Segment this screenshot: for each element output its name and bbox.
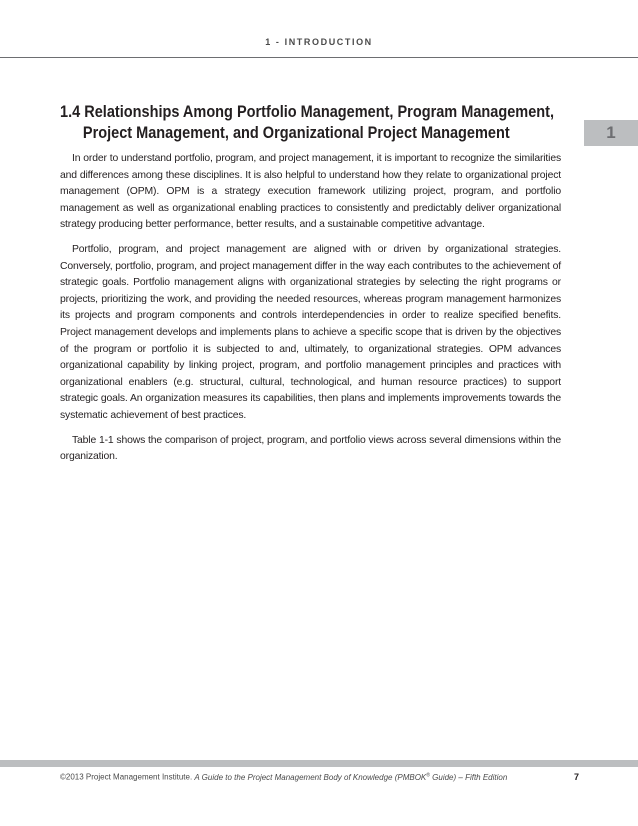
body-text [60, 151, 561, 474]
footer-book-title-pre: A Guide to the Project Management Body of Knowledge (PMBOK [194, 773, 427, 782]
footer-citation [60, 772, 507, 782]
section-heading-line2: Project Management, and Organizational Project Management [82, 124, 510, 142]
registered-mark: ® [426, 772, 430, 779]
paragraph-1: In order to understand portfolio, program, and project management, it is important to recognize the similarities and differences among these disciplines. It is also helpful to understand how they relate to organizational project management (OPM). OPM is a strategy execution framework utilizing project, program, and portfolio management as well as organizational enabling practices to consistently and predictably deliver organizational strategy producing better performance, better results, and a sustainable competitive advantage. [60, 153, 561, 231]
running-header: 1 - INTRODUCTION [265, 37, 373, 47]
chapter-tab: 1 [584, 120, 638, 146]
page-number: 7 [573, 772, 579, 782]
footer-bar [0, 760, 638, 767]
paragraph-2: Portfolio, program, and project management are aligned with or driven by organizational strategies. Conversely, portfolio, program, and project management differ in the way each contributes to the achievement of strategic goals. Portfolio management aligns with organizational strategies by selecting the right programs or projects, prioritizing the work, and providing the needed resources, whereas program management harmonizes its projects and program components and controls interdependencies in order to realize specified benefits. Project management develops and implements plans to achieve a specific scope that is driven by the objectives of the program or portfolio it is subjected to and, ultimately, to organizational strategies. OPM advances organizational capability by linking project, program, and portfolio management principles and practices with organizational enablers (e.g. structural, cultural, technological, and human resource practices) to support strategic goals. An organization measures its capabilities, then plans and implements improvements towards the systematic achievement of best practices. [60, 243, 561, 421]
footer-book-title [194, 773, 507, 782]
section-heading [60, 102, 570, 144]
footer-copyright: ©2013 Project Management Institute. [60, 773, 195, 782]
section-heading-line1: 1.4 Relationships Among Portfolio Management, Program Management, [60, 103, 555, 121]
footer-book-title-post: Guide) – Fifth Edition [429, 773, 508, 782]
paragraph-3: Table 1-1 shows the comparison of project, program, and portfolio views across several dimensions within the organization. [60, 434, 561, 463]
header-rule [0, 57, 638, 58]
page-footer [60, 772, 579, 782]
